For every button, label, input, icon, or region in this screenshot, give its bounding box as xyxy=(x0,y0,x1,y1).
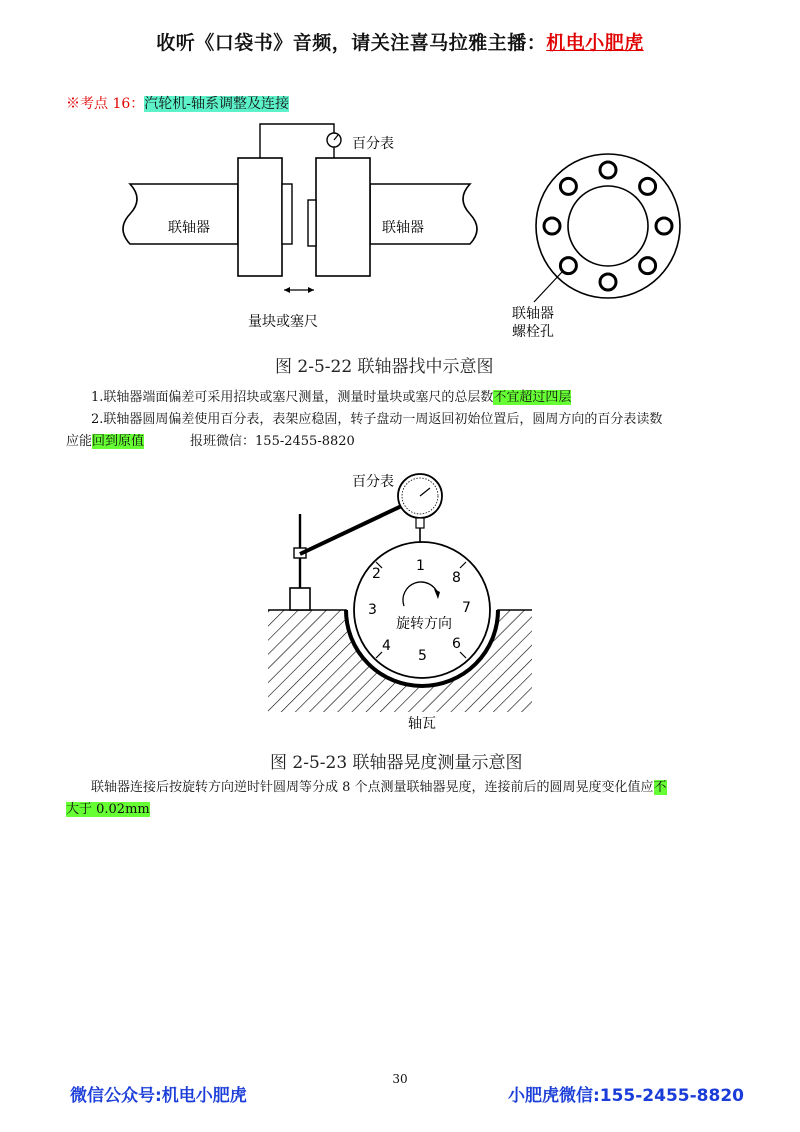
left-coupling xyxy=(238,158,282,276)
page-header xyxy=(0,28,800,55)
coupling-bore xyxy=(568,186,648,266)
conclusion-highlight-1: 不 xyxy=(653,780,667,795)
footer-left: 微信公众号:机电小肥虎 xyxy=(70,1086,247,1106)
point-2-text: 2.联轴器圆周偏差使用百分表，表架应稳固，转子盘动一周返回初始位置后，圆周方向的百分表读数 xyxy=(91,412,663,427)
bolt-label-2: 螺栓孔 xyxy=(512,324,554,340)
page-number: 30 xyxy=(392,1072,408,1086)
left-coupling-label: 联轴器 xyxy=(168,220,210,236)
number-8: 8 xyxy=(452,570,461,586)
point-1-highlight: 不宜超过四层 xyxy=(493,390,572,405)
number-2: 2 xyxy=(372,566,381,582)
figure1-caption: 图 2-5-22 联轴器找中示意图 xyxy=(275,357,494,377)
gauge-label: 量块或塞尺 xyxy=(248,314,318,330)
point-2 xyxy=(91,409,751,431)
point-2-text2: 应能 xyxy=(66,434,93,449)
header-author-link[interactable]: 机电小肥虎 xyxy=(546,32,644,54)
stand-arm xyxy=(300,502,410,554)
dial-label-2: 百分表 xyxy=(352,474,394,490)
coupling-alignment-figure xyxy=(120,118,720,358)
conclusion-text: 联轴器连接后按旋转方向逆时针圆周等分成 8 个点测量联轴器晃度，连接前后的圆周晃度变化值应 xyxy=(91,780,654,795)
point-2-highlight: 回到原值 xyxy=(92,434,145,449)
number-7: 7 xyxy=(462,600,471,616)
section-mark: ※考点 16： xyxy=(66,96,145,112)
number-3: 3 xyxy=(368,602,377,618)
runout-measure-figure xyxy=(262,462,552,740)
dial-label: 百分表 xyxy=(352,136,394,152)
contact-wechat: 报班微信：155-2455-8820 xyxy=(190,434,355,449)
point-1-text: 1.联轴器端面偏差可采用招块或塞尺测量，测量时量块或塞尺的总层数 xyxy=(91,390,494,405)
number-1: 1 xyxy=(416,558,425,574)
number-6: 6 xyxy=(452,636,461,652)
number-5: 5 xyxy=(418,648,427,664)
footer-right: 小肥虎微信:155-2455-8820 xyxy=(507,1086,744,1106)
point-1 xyxy=(91,387,751,409)
right-coupling xyxy=(316,158,370,276)
conclusion-para-line2 xyxy=(66,799,150,821)
stand-base xyxy=(290,588,310,610)
bolt-label-1: 联轴器 xyxy=(512,306,554,322)
section-title-text: 汽轮机-轴系调整及连接 xyxy=(144,96,289,112)
left-hub xyxy=(282,184,292,244)
figure2-caption: 图 2-5-23 联轴器晃度测量示意图 xyxy=(270,753,523,773)
number-4: 4 xyxy=(382,638,391,654)
right-hub xyxy=(308,200,316,246)
rotation-label: 旋转方向 xyxy=(396,616,452,632)
conclusion-highlight-2: 大于 0.02mm xyxy=(66,802,150,817)
section-title xyxy=(66,93,289,113)
bearing-label: 轴瓦 xyxy=(408,716,436,732)
dial-bracket xyxy=(260,124,334,158)
point-2-cont xyxy=(66,431,746,453)
conclusion-para-line1 xyxy=(91,777,751,799)
right-coupling-label: 联轴器 xyxy=(382,220,424,236)
header-prefix: 收听《口袋书》音频，请关注喜马拉雅主播： xyxy=(156,32,547,54)
